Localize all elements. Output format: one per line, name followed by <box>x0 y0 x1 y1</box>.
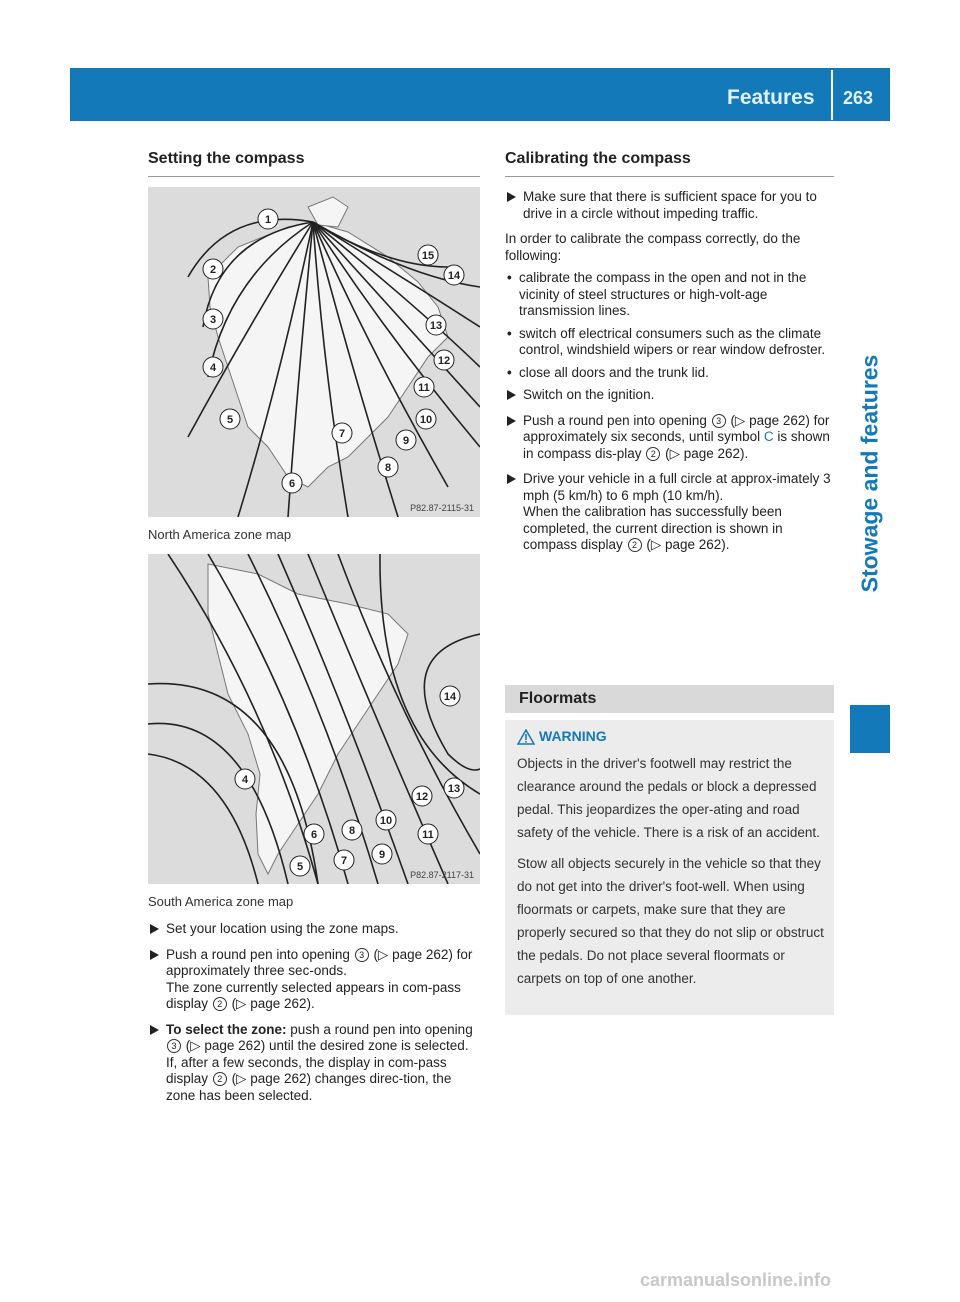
right-column <box>505 150 834 563</box>
section-title: Features <box>727 86 815 109</box>
zone-marker <box>203 309 223 329</box>
side-tab <box>850 240 890 720</box>
svg-text:11: 11 <box>422 829 434 841</box>
svg-text:1: 1 <box>264 214 272 226</box>
caption-north-america: North America zone map <box>148 527 292 542</box>
bullet-item: • calibrate the compass in the open and not in the vicinity of steel structures or high-volt-age transmission lines. <box>505 270 834 320</box>
header-divider <box>831 70 833 120</box>
display-number: 2 <box>628 538 642 552</box>
page-number: 263 <box>843 88 874 108</box>
step-ignition: Switch on the ignition. <box>505 387 834 404</box>
south-america-map <box>148 554 480 884</box>
zone-marker <box>304 824 324 844</box>
opening-number: 3 <box>167 1039 181 1053</box>
zone-marker <box>372 844 392 864</box>
bullet-item: • close all doors and the trunk lid. <box>505 365 834 382</box>
svg-text:13: 13 <box>429 320 443 332</box>
svg-text:7: 7 <box>338 428 346 440</box>
svg-text:5: 5 <box>296 861 304 873</box>
warning-triangle-icon <box>517 729 535 745</box>
step-select-zone: To select the zone: push a round pen into opening 3 (▷ page 262) until the desired zone is selected. If, after a few seconds, the display in com-pass display 2 (▷ page 262) changes direc-tion, the zone has been selected. <box>148 1022 480 1105</box>
svg-text:4: 4 <box>209 362 217 374</box>
svg-text:5: 5 <box>226 414 234 426</box>
opening-number: 3 <box>712 414 726 428</box>
svg-text:14: 14 <box>443 691 457 703</box>
zone-marker <box>258 209 278 229</box>
side-tab-block <box>850 705 890 753</box>
zone-marker <box>418 824 438 844</box>
zone-marker <box>203 259 223 279</box>
zone-marker <box>220 409 240 429</box>
watermark: carmanualsonline.info <box>640 1270 832 1290</box>
south-america-map-graphic <box>148 554 480 884</box>
heading-floormats: Floormats <box>519 690 597 707</box>
svg-text:11: 11 <box>418 382 430 394</box>
calibration-symbol-icon: C <box>763 429 774 444</box>
zone-marker <box>414 377 434 397</box>
svg-text:9: 9 <box>378 849 386 861</box>
step-push-pen: Push a round pen into opening 3 (▷ page 262) for approximately three sec-onds. The zone currently selected appears in com-pass display 2 (▷ page 262). <box>148 947 480 1013</box>
zone-marker <box>418 245 438 265</box>
step-drive-circle: Drive your vehicle in a full circle at approx-imately 3 mph (5 km/h) to 6 mph (10 km/h). When the calibration has successfully been completed, the current direction is shown in compass display 2 (▷ page 262). <box>505 471 834 554</box>
zone-marker <box>290 856 310 876</box>
step-space: Make sure that there is sufficient space for you to drive in a circle without impeding traffic. <box>505 189 834 222</box>
zone-marker <box>426 315 446 335</box>
display-number: 2 <box>646 447 660 461</box>
zone-marker <box>342 820 362 840</box>
svg-text:3: 3 <box>209 314 217 326</box>
svg-text:12: 12 <box>437 355 451 367</box>
bullet-item: • switch off electrical consumers such as the climate control, windshield wipers or rear window defroster. <box>505 326 834 359</box>
svg-text:10: 10 <box>419 414 433 426</box>
warning-paragraph: Stow all objects securely in the vehicle so that they do not get into the driver's foot-well. When using floormats or carpets, make sure that they are properly secured so that they do not slip or obstruct the pedals. Do not place several floormats or carpets on top of one another. <box>517 856 824 986</box>
caption-south-america: South America zone map <box>148 894 294 909</box>
step-push-pen-six: Push a round pen into opening 3 (▷ page 262) for approximately six seconds, until symbol C is shown in compass dis-play 2 (▷ page 262). <box>505 413 834 463</box>
svg-text:6: 6 <box>310 829 318 841</box>
zone-marker <box>378 457 398 477</box>
warning-box <box>505 720 834 1015</box>
zone-marker <box>334 850 354 870</box>
svg-text:2: 2 <box>209 264 217 276</box>
svg-text:14: 14 <box>447 270 461 282</box>
zone-marker <box>396 430 416 450</box>
heading-calibrating-compass: Calibrating the compass <box>505 150 834 177</box>
zone-marker <box>203 357 223 377</box>
warning-label: WARNING <box>539 728 607 744</box>
zone-marker <box>444 265 464 285</box>
svg-text:15: 15 <box>421 250 435 262</box>
svg-text:6: 6 <box>288 478 296 490</box>
north-america-map <box>148 187 480 517</box>
figure-code: P82.87-2117-31 <box>410 870 474 880</box>
zone-marker <box>440 686 460 706</box>
warning-paragraph: Objects in the driver's footwell may restrict the clearance around the pedals or block a depressed pedal. This jeopardizes the oper-ating and road safety of the vehicle. There is a risk of an accident. <box>517 756 820 840</box>
svg-text:12: 12 <box>415 791 429 803</box>
svg-text:10: 10 <box>379 815 393 827</box>
zone-marker <box>416 409 436 429</box>
step-set-location: Set your location using the zone maps. <box>148 921 480 938</box>
svg-text:7: 7 <box>340 855 348 867</box>
floormats-heading-bar <box>505 685 834 713</box>
svg-text:8: 8 <box>348 825 356 837</box>
heading-setting-compass: Setting the compass <box>148 150 480 177</box>
svg-text:8: 8 <box>384 462 392 474</box>
zone-marker <box>332 423 352 443</box>
zone-marker <box>444 778 464 798</box>
intro-text: In order to calibrate the compass correctly, do the following: <box>505 231 801 263</box>
display-number: 2 <box>213 1072 227 1086</box>
zone-marker <box>434 350 454 370</box>
north-america-map-graphic <box>148 187 480 517</box>
zone-marker <box>282 473 302 493</box>
figure-code: P82.87-2115-31 <box>410 503 474 513</box>
zone-marker <box>235 769 255 789</box>
svg-text:4: 4 <box>241 774 249 786</box>
warning-text <box>517 752 827 998</box>
zone-marker <box>376 810 396 830</box>
display-number: 2 <box>213 997 227 1011</box>
svg-text:9: 9 <box>402 435 410 447</box>
svg-text:13: 13 <box>447 783 461 795</box>
side-tab-label: Stowage and features <box>856 354 883 593</box>
zone-marker <box>412 786 432 806</box>
left-column <box>148 150 480 1113</box>
opening-number: 3 <box>355 948 369 962</box>
